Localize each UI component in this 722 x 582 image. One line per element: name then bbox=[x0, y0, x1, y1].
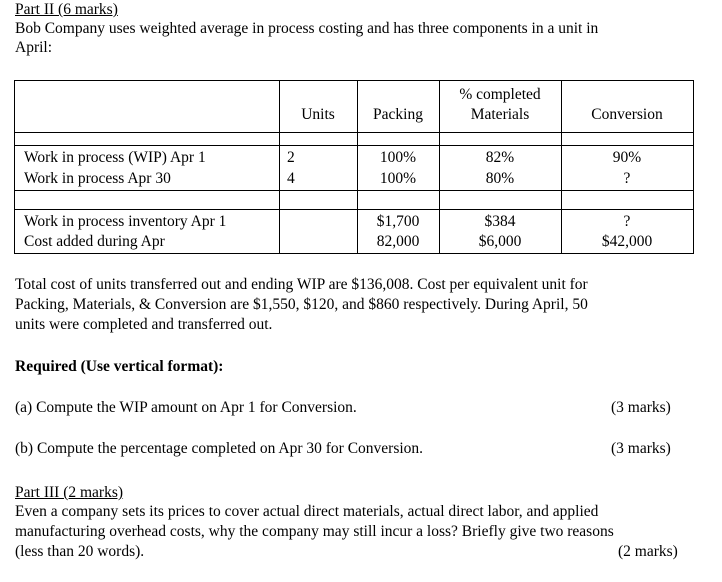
table-border-bottom bbox=[14, 253, 694, 254]
question-b: (b) Compute the percentage completed on Apr 30 for Conversion. bbox=[15, 440, 424, 457]
col-header-packing: Packing bbox=[373, 106, 423, 123]
part3-marks: (2 marks) bbox=[618, 543, 678, 560]
table-border-top bbox=[14, 80, 694, 81]
row-conversion: ? bbox=[623, 213, 631, 230]
row-label: Work in process (WIP) Apr 1 bbox=[24, 149, 206, 166]
required-heading: Required (Use vertical format): bbox=[15, 358, 224, 375]
row-materials: 80% bbox=[485, 170, 515, 187]
row-conversion: $42,000 bbox=[601, 233, 653, 250]
table-row-divider bbox=[14, 190, 694, 191]
pct-completed-header: % completed bbox=[459, 86, 541, 103]
row-packing: 100% bbox=[379, 149, 417, 166]
part3-line1: Even a company sets its prices to cover actual direct materials, actual direct labor, and applied bbox=[15, 503, 599, 520]
row-materials: 82% bbox=[485, 149, 515, 166]
info-line2: Packing, Materials, & Conversion are $1,550, $120, and $860 respectively. During April, 50 bbox=[15, 296, 588, 313]
row-label: Cost added during Apr bbox=[24, 233, 165, 250]
table-header-divider bbox=[14, 132, 694, 133]
table-border-left bbox=[14, 80, 15, 253]
row-packing: 82,000 bbox=[376, 233, 420, 250]
col-header-materials: Materials bbox=[470, 106, 530, 123]
row-label: Work in process Apr 30 bbox=[24, 170, 171, 187]
part2-intro-line2: April: bbox=[15, 39, 53, 56]
part3-line3: (less than 20 words). bbox=[15, 543, 145, 560]
row-materials: $384 bbox=[484, 213, 516, 230]
part2-heading: Part II (6 marks) bbox=[15, 1, 118, 18]
row-packing: 100% bbox=[379, 170, 417, 187]
table-row-divider bbox=[14, 145, 694, 146]
col-header-units: Units bbox=[301, 106, 335, 123]
info-line3: units were completed and transferred out. bbox=[15, 316, 273, 333]
part3-heading: Part III (2 marks) bbox=[15, 484, 124, 501]
row-packing: $1,700 bbox=[376, 213, 420, 230]
table-border-right bbox=[693, 80, 694, 253]
question-a: (a) Compute the WIP amount on Apr 1 for Conversion. bbox=[15, 399, 357, 416]
row-units: 2 bbox=[287, 149, 295, 166]
col-header-conversion: Conversion bbox=[591, 106, 663, 123]
question-b-marks: (3 marks) bbox=[611, 440, 671, 457]
question-a-marks: (3 marks) bbox=[611, 399, 671, 416]
row-conversion: ? bbox=[623, 170, 631, 187]
part3-line2: manufacturing overhead costs, why the company may still incur a loss? Briefly give two reasons bbox=[15, 523, 614, 540]
info-line1: Total cost of units transferred out and ending WIP are $136,008. Cost per equivalent unit for bbox=[15, 276, 588, 293]
row-label: Work in process inventory Apr 1 bbox=[24, 213, 227, 230]
row-units: 4 bbox=[287, 170, 295, 187]
part2-intro-line1: Bob Company uses weighted average in process costing and has three components in a unit in bbox=[15, 20, 599, 37]
table-row-divider bbox=[14, 209, 694, 210]
row-materials: $6,000 bbox=[478, 233, 522, 250]
row-conversion: 90% bbox=[612, 149, 642, 166]
